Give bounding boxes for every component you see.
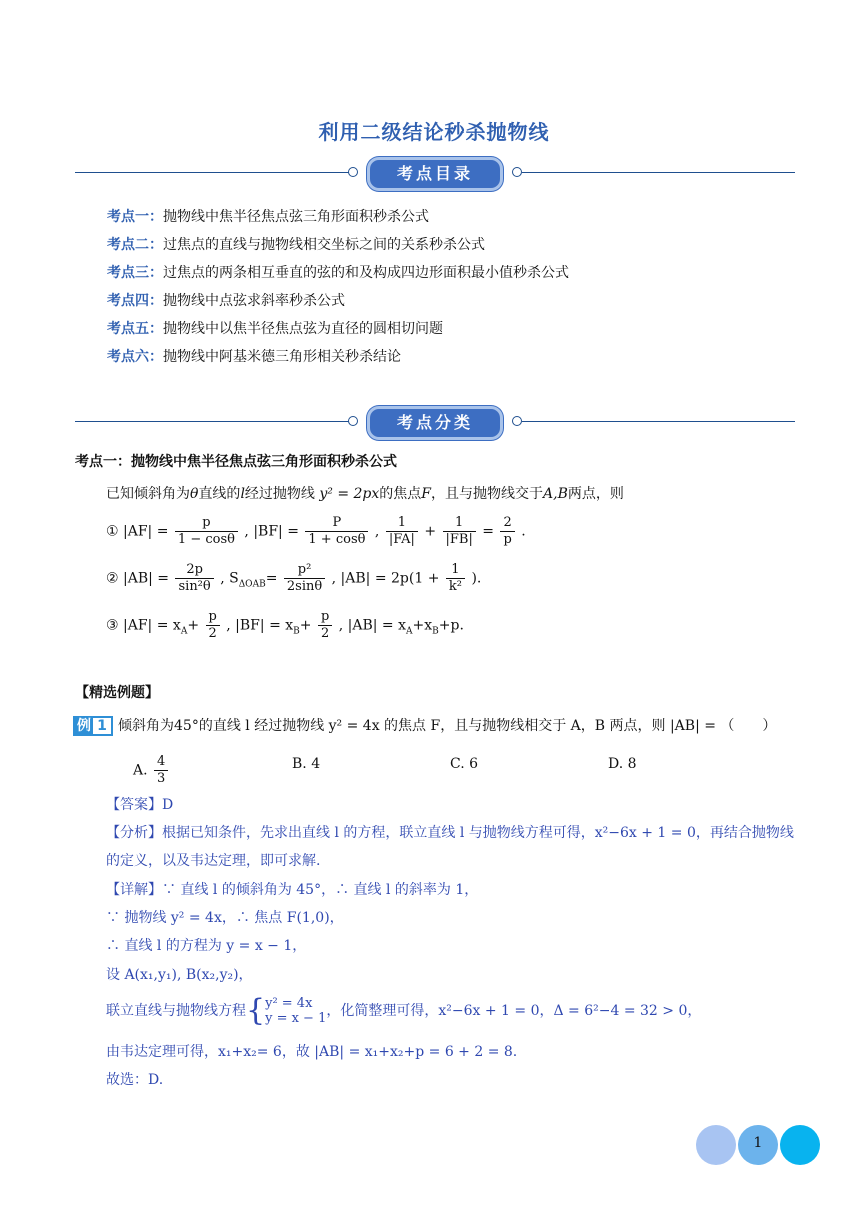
section-heading: 考点一：抛物线中焦半径焦点弦三角形面积秒杀公式: [75, 454, 397, 470]
intro-sentence: 已知倾斜角为θ直线的l经过抛物线 y² = 2px的焦点F，且与抛物线交于A,B两点，则: [106, 486, 624, 502]
section-banner: 考点分类: [367, 406, 503, 440]
page-number: 1: [753, 1135, 763, 1151]
examples-heading: 【精选例题】: [75, 685, 159, 701]
answer-line: 【答案】D: [106, 797, 174, 813]
document-title: 利用二级结论秒杀抛物线: [318, 120, 550, 144]
toc-item[interactable]: 考点四：抛物线中点弦求斜率秒杀公式: [107, 293, 345, 309]
example-question: 倾斜角为45°的直线 l 经过抛物线 y² = 4x 的焦点 F，且与抛物线相交于 A，B 两点，则 |AB| = （ ）: [118, 718, 777, 734]
detail-line-3: ∴ 直线 l 的方程为 y = x − 1，: [106, 938, 307, 954]
detail-line-4: 设 A(x₁,y₁), B(x₂,y₂)，: [106, 967, 253, 983]
option-c[interactable]: C. 6: [450, 756, 479, 772]
divider-ring-left: [348, 416, 358, 426]
divider-ring-right: [512, 416, 522, 426]
divider-right: [522, 172, 795, 173]
toc-item[interactable]: 考点五：抛物线中以焦半径焦点弦为直径的圆相切问题: [107, 321, 443, 337]
divider-ring-right: [512, 167, 522, 177]
toc-item[interactable]: 考点二：过焦点的直线与抛物线相交坐标之间的关系秒杀公式: [107, 237, 485, 253]
page-circle-right: [780, 1125, 820, 1165]
formula-2: ② |AB| = $\frac{2p}{\text{sin²θ}}$ , $S_{\Delta OAB}=$ $\frac{\text{p²}}{2\sin\theta}$ , |AB| = 2p(1 + $\frac{1}{\text{k²}}$ ).: [106, 562, 482, 594]
page-circle-left: [696, 1125, 736, 1165]
analysis-line-2: 的定义，以及韦达定理，即可求解.: [106, 853, 321, 869]
analysis-line-1: 【分析】根据已知条件，先求出直线 l 的方程，联立直线 l 与抛物线方程可得，x²−6x + 1 = 0，再结合抛物线: [106, 825, 794, 841]
detail-line-1: 【详解】∵ 直线 l 的倾斜角为 45°，∴ 直线 l 的斜率为 1，: [106, 882, 479, 898]
toc-item[interactable]: 考点六：抛物线中阿基米德三角形相关秒杀结论: [107, 349, 401, 365]
divider-left: [75, 172, 350, 173]
formula-3: ③ $|AF| = x_A+$ $\frac{p}{2}$ , $|BF| = x_B+$ $\frac{p}{2}$ , $|AB| = x_A+x_B+p$.: [106, 609, 464, 641]
divider-ring-left: [348, 167, 358, 177]
toc-banner: 考点目录: [367, 157, 503, 191]
detail-line-7: 故选：D.: [106, 1072, 164, 1088]
toc-item[interactable]: 考点一：抛物线中焦半径焦点弦三角形面积秒杀公式: [107, 209, 429, 225]
toc-item[interactable]: 考点三：过焦点的两条相互垂直的弦的和及构成四边形面积最小值秒杀公式: [107, 265, 569, 281]
divider-right: [522, 421, 795, 422]
formula-1: ① |AF| = $\frac{p}{1 - \cos\theta}$ , |BF| = $\frac{P}{1 + \cos\theta}$ , $\frac{1}{|FA|}$ + $\frac{1}{|FB|}$ = $\frac{2}{p}$ .: [106, 515, 526, 547]
option-d[interactable]: D. 8: [608, 756, 637, 772]
option-a[interactable]: A. $\frac{4}{3}$: [133, 754, 170, 787]
detail-line-6: 由韦达定理可得，x₁+x₂= 6，故 |AB| = x₁+x₂+p = 6 + 2 = 8.: [106, 1044, 518, 1060]
example-badge: 例 1: [73, 716, 113, 736]
detail-line-5: 联立直线与抛物线方程{ y² = 4x y = x − 1 ，化简整理可得，x²−6x + 1 = 0，Δ = 6²−4 = 32 > 0，: [106, 993, 702, 1028]
detail-line-2: ∵ 抛物线 y² = 4x，∴ 焦点 F(1,0)，: [106, 910, 344, 926]
option-b[interactable]: B. 4: [292, 756, 321, 772]
divider-left: [75, 421, 350, 422]
